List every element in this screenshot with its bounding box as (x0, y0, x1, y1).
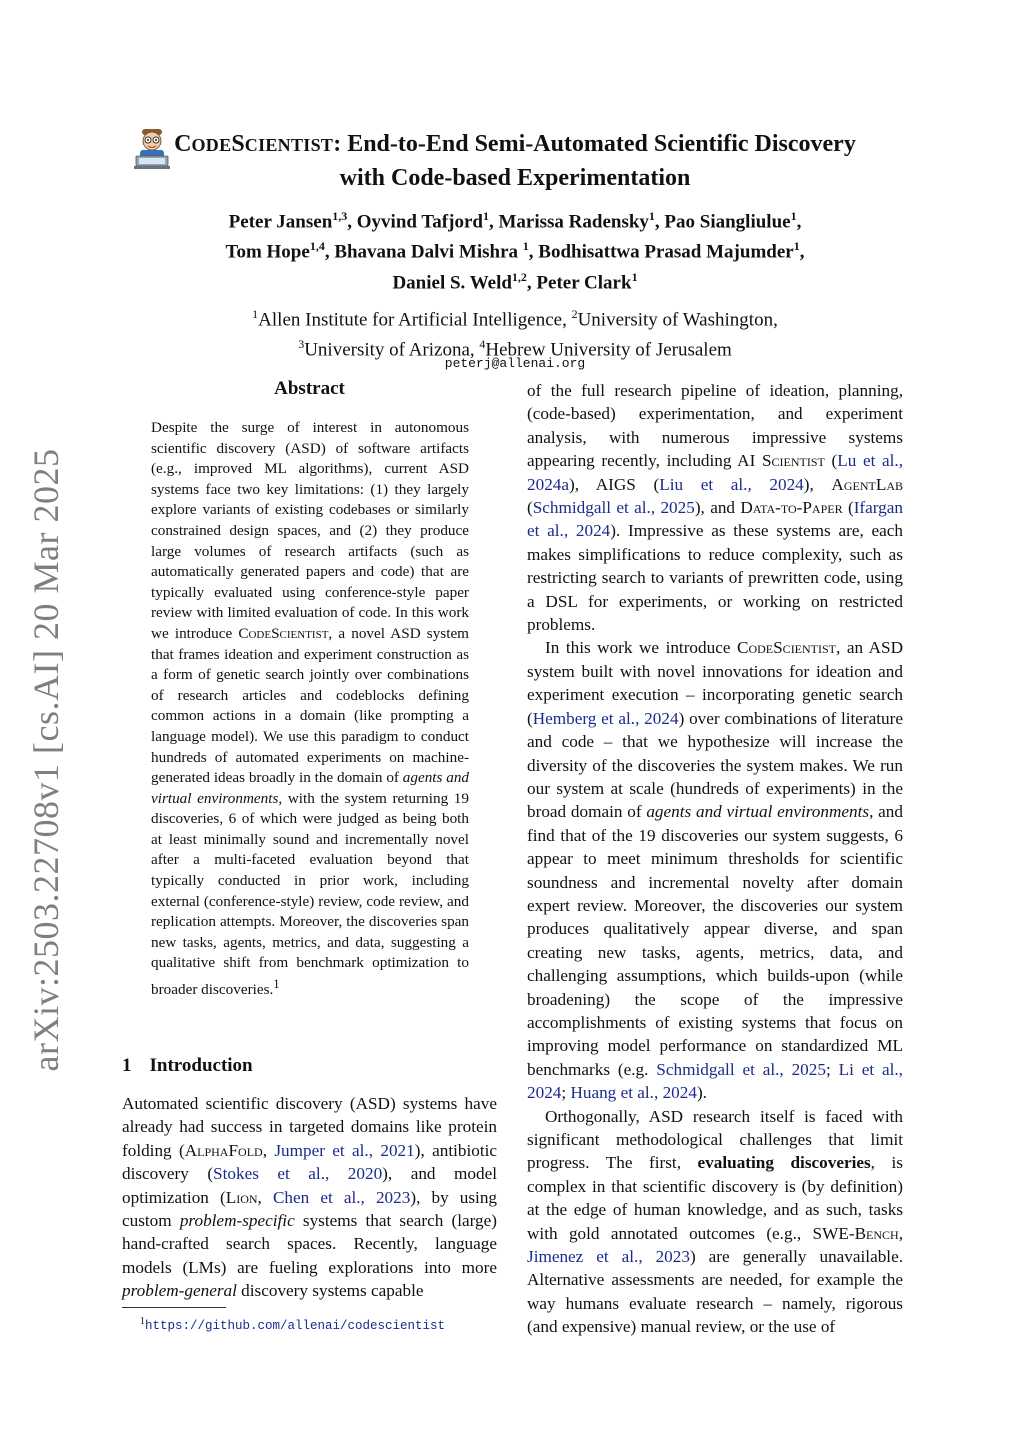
citation-schmidgall-2[interactable]: Schmidgall et al., 2025 (656, 1059, 826, 1079)
footnote-marker[interactable]: 1 (273, 977, 280, 992)
right-column (527, 379, 903, 1339)
citation-ifargan[interactable]: Ifargan et al., 2024 (527, 498, 903, 541)
author-line-3: Daniel S. Weld$^{1,2}$, Peter Clark$^1$ (392, 269, 638, 293)
abstract-heading: Abstract (274, 378, 345, 399)
citation-chen[interactable]: Chen et al., 2023 (272, 1187, 411, 1207)
arxiv-stamp: arXiv:2503.22708v1 [cs.AI] 20 Mar 2025 (26, 448, 66, 1072)
author-line-2: Tom Hope$^{1,4}$, Bhavana Dalvi Mishra $^1$, Bodhisattwa Prasad Majumder$^1$, (225, 239, 805, 263)
citation-jimenez[interactable]: Jimenez et al., 2023 (527, 1247, 690, 1267)
author-line-1: Peter Jansen$^{1,3}$, Oyvind Tafjord$^1$, Marissa Radensky$^1$, Pao Siangliulue$^1$, (228, 209, 802, 233)
contact-email[interactable]: peterj@allenai.org (444, 356, 586, 371)
footnote-link[interactable]: https://github.com/allenai/codescientist (145, 1319, 446, 1334)
intro-paragraph: Automated scientific discovery (ASD) systems have already had success in targeted domains like protein folding (AlphaFold, Jumper et al., 2021), antibiotic discovery (Stokes et al., 2020), and model optimization (Lion, Chen et al., 2023), by using custom problem-specific systems that search (large) hand-crafted search spaces. Recently, language models (LMs) are fueling explorations into more problem-general discovery systems capable (122, 1094, 498, 1301)
right-paragraph-1: of the full research pipeline of ideation, planning, (code-based) experimentation, and experiment analysis, with numerous impressive systems appearing recently, including AI Scientist (Lu et al., 2024a), AIGS (Liu et al., 2024), AgentLab (Schmidgall et al., 2025), and Data-to-Paper (Ifargan et al., 2024). Impressive as these systems are, each makes simplifications to reduce complexity, such as restricting search to variants of prewritten code, using a DSL for experiments, or working on restricted problems. (527, 381, 903, 635)
author-list (120, 204, 910, 295)
paper-title (120, 128, 910, 195)
affiliations (120, 302, 910, 363)
title-line-2: with Code-based Experimentation (339, 165, 691, 191)
citation-schmidgall[interactable]: Schmidgall et al., 2025 (532, 498, 695, 518)
right-paragraph-3: Orthogonally, ASD research itself is faced with significant methodological challenges that limit progress. The first, evaluating discoveries, is complex in that scientific discovery is (by definition) at the edge of human knowledge, and as such, tasks with gold annotated outcomes (e.g., SWE-Bench, Jimenez et al., 2023) are generally unavailable. Alternative assessments are needed, for example the way humans evaluate research – namely, rigorous (and expensive) manual review, or the use of (527, 1106, 903, 1337)
citation-stokes[interactable]: Stokes et al., 2020 (213, 1164, 383, 1184)
citation-jumper[interactable]: Jumper et al., 2021 (274, 1140, 415, 1160)
affiliation-line-1: $^1$Allen Institute for Artificial Intelligence, $^2$University of Washington, (252, 307, 778, 331)
section-heading-introduction: 1 Introduction (122, 1055, 253, 1076)
arxiv-sidebar (16, 448, 76, 1072)
citation-liu[interactable]: Liu et al., 2024 (659, 474, 804, 494)
citation-li[interactable]: Li et al., 2024 (527, 1059, 903, 1103)
citation-lu[interactable]: Lu et al., 2024a (527, 451, 903, 494)
citation-huang[interactable]: Huang et al., 2024 (570, 1083, 697, 1103)
affiliation-line-2: $^3$University of Arizona, $^4$Hebrew University of Jerusalem (298, 337, 732, 361)
citation-hemberg[interactable]: Hemberg et al., 2024 (532, 708, 679, 728)
abstract-text: Despite the surge of interest in autonomous scientific discovery (ASD) of software artifacts (e.g., improved ML algorithms), current ASD systems face two key limitations: (1) they largely explore variants of existing codebases or similarly constrained design spaces, and (2) they produce large volumes of research artifacts (such as automatically generated papers and code) that are typically evaluated using conference-style paper review with limited evaluation of code. In this work we introduce CodeScientist, a novel ASD system that frames ideation and experiment construction as a form of genetic search jointly over combinations of research articles and codeblocks defining common actions in a domain (like prompting a language model). We use this paradigm to conduct hundreds of automated experiments on machine-generated ideas broadly in the domain of agents and virtual environments, with the system returning 19 discoveries, 6 of which were judged as being both at least minimally sound and incrementally novel after a multi-faceted evaluation beyond that typically conducted in prior work, including external (conference-style) review, code review, and replication attempts. Moreover, the discoveries span new tasks, agents, metrics, and data, suggesting a qualitative shift from benchmark optimization to broader discoveries.$^1$ (151, 419, 470, 999)
footnote: $^1$https://github.com/allenai/codescientist (140, 1316, 446, 1334)
right-paragraph-2: In this work we introduce CodeScientist, an ASD system built with novel innovations for ideation and experiment execution – incorporating genetic search (Hemberg et al., 2024) over combinations of literature and code – that we hypothesize will increase the diversity of the discoveries the system makes. We run our system at scale (hundreds of experiments) in the broad domain of agents and virtual environments, and find that of the 19 discoveries our system suggests, 6 appear to meet minimum thresholds for scientific soundness and incremental novelty after domain expert review. Moreover, the discoveries our system produces qualitatively appear diverse, and span creating new tasks, agents, metrics, data, and challenging assumptions, which builds-upon (while broadening) the scope of the impressive accomplishments of existing systems that focus on improving model performance on standardized ML benchmarks (e.g. Schmidgall et al., 2025; Li et al., 2024; Huang et al., 2024). (527, 638, 903, 1103)
footnote-divider (122, 1307, 226, 1308)
title-line-1: CODESCIENTIST: End-to-End Semi-Automated Scientific Discovery (174, 131, 856, 157)
